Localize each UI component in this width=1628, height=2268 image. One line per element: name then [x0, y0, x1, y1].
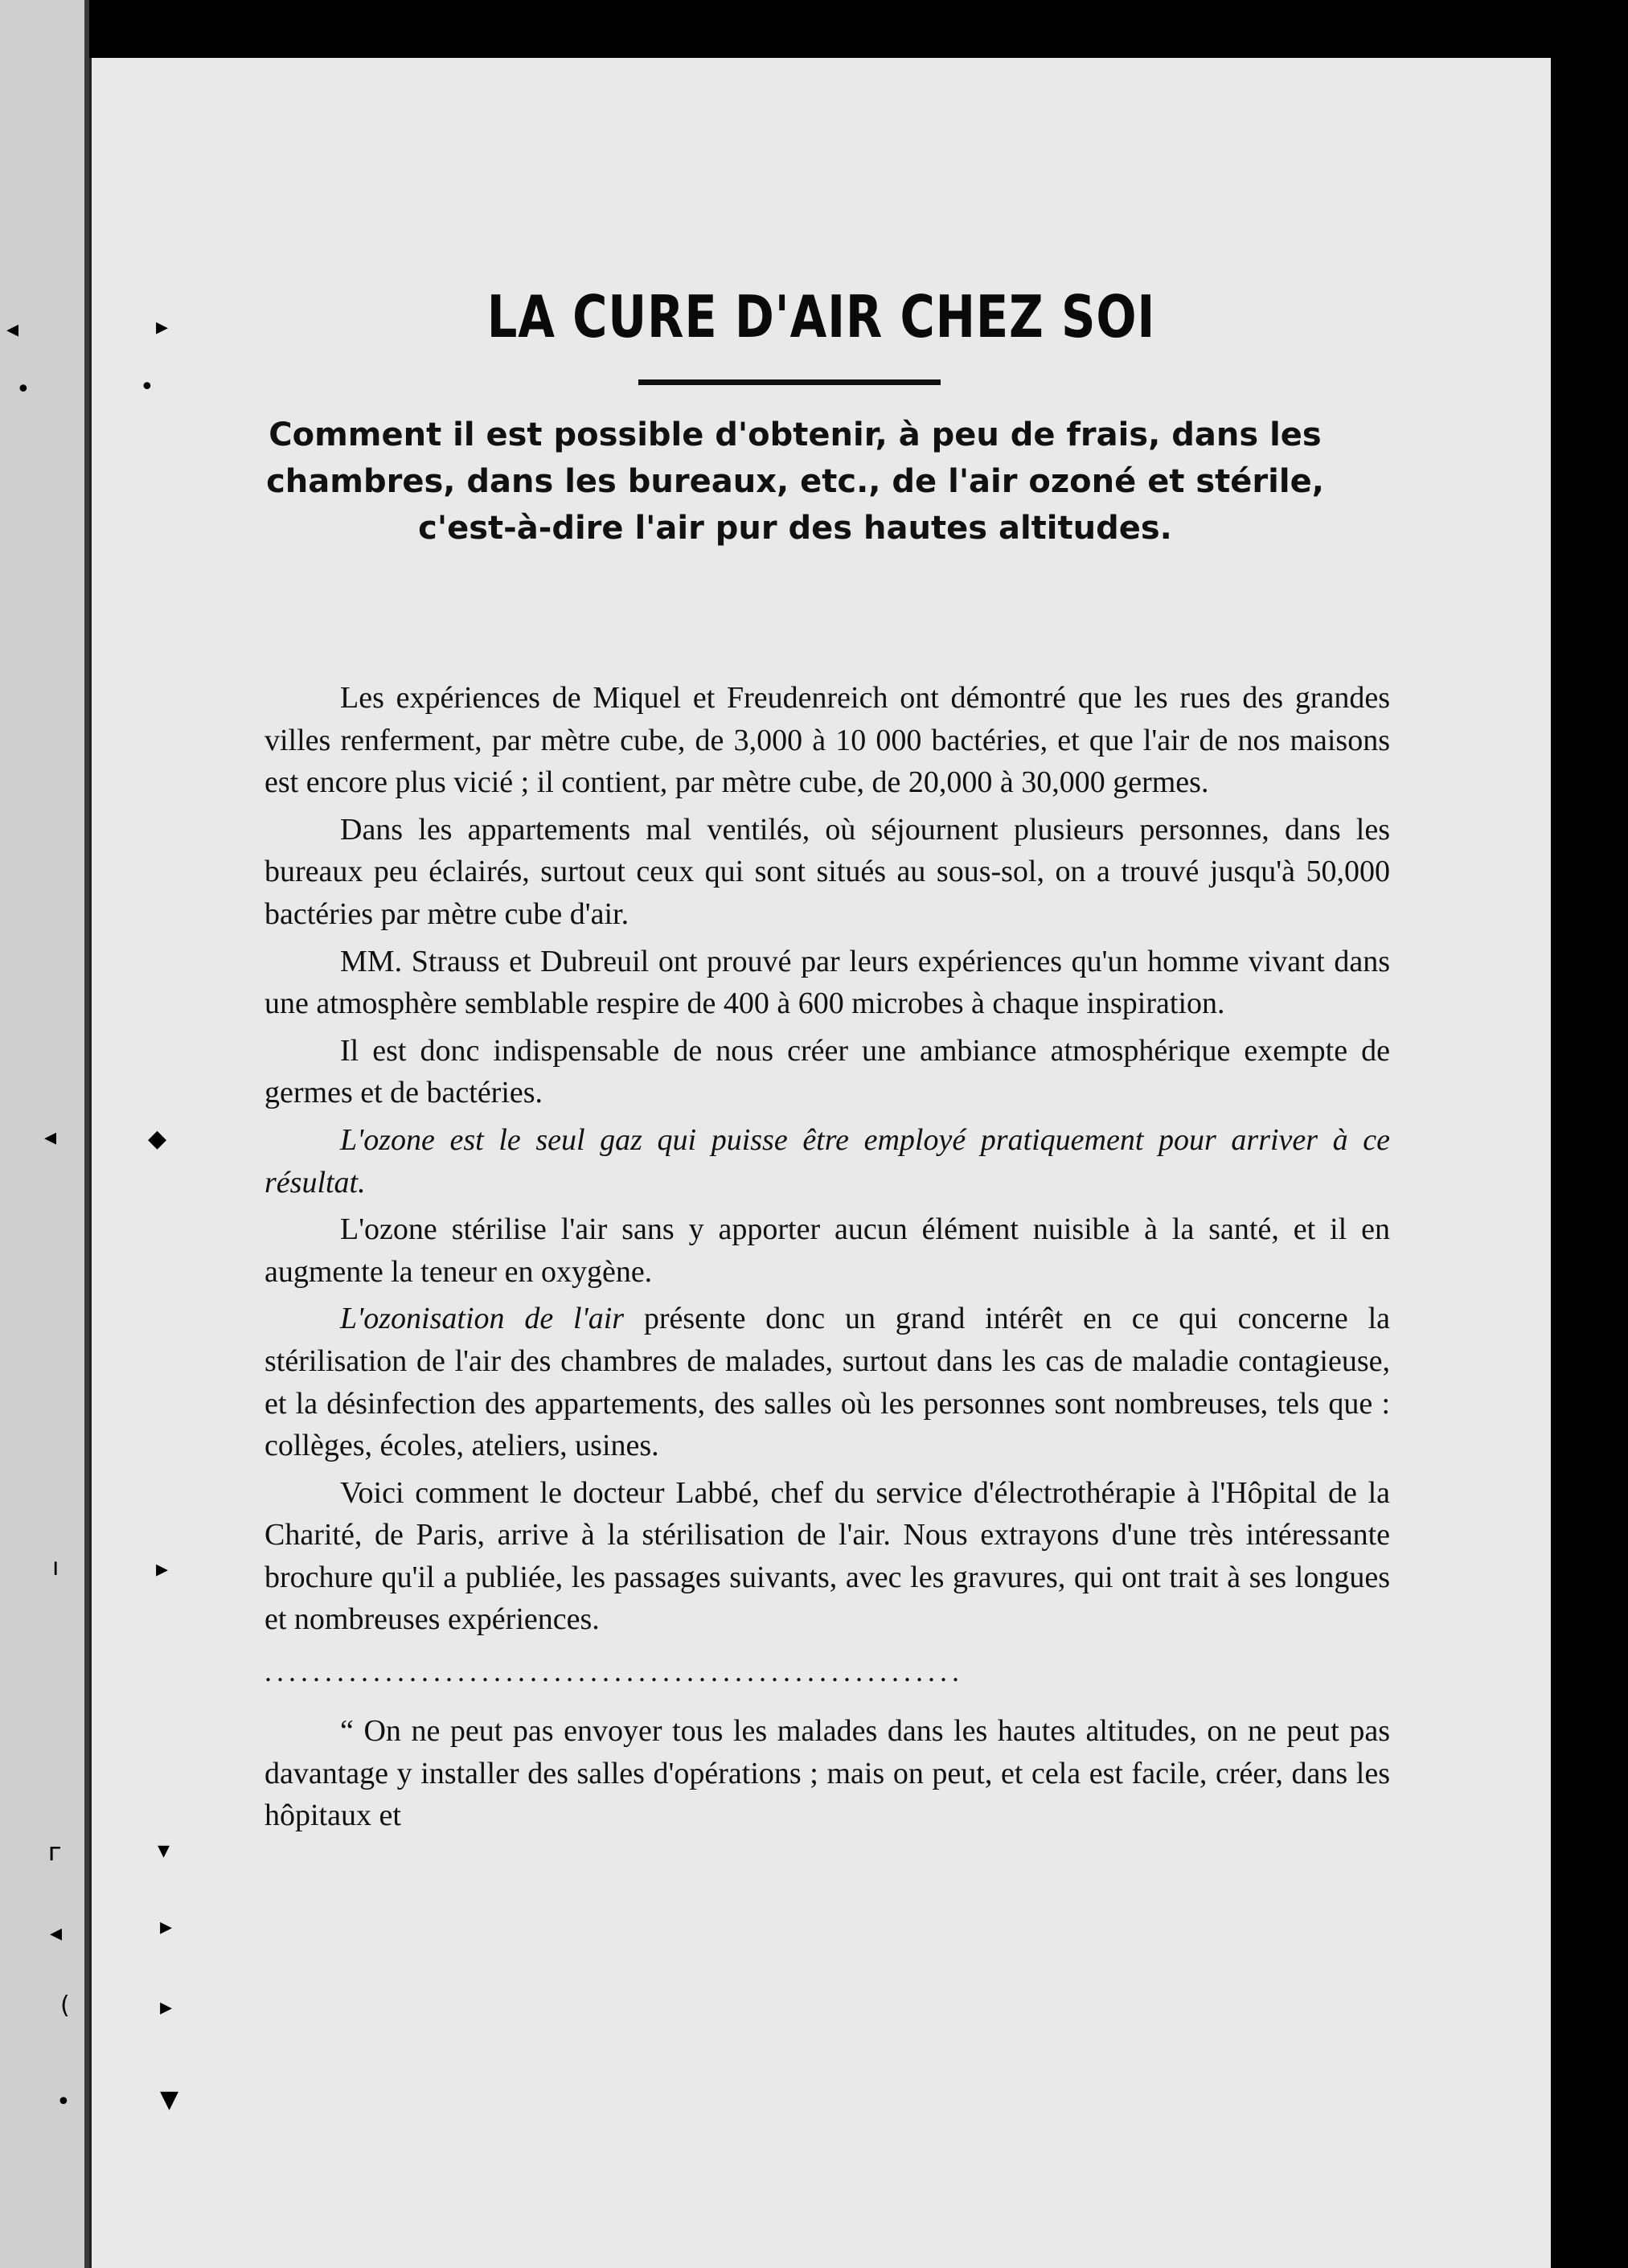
margin-mark: ▸: [160, 1913, 173, 1941]
page-subtitle: Comment il est possible d'obtenir, à peu de frais, dans les chambres, dans les bureaux, etc., de l'air ozoné et stérile, c'est-à-dire l'air pur des hautes altitudes.: [266, 416, 1324, 547]
paragraph: Il est donc indispensable de nous créer une ambiance atmosphérique exempte de germes et de bactéries.: [264, 1033, 1390, 1110]
paragraph: Les expériences de Miquel et Freudenreich ont démontré que les rues des grandes villes renferment, par mètre cube, de 3,000 à 10 000 bactéries, et que l'air de nos maisons est encore plus vicié ; il contient, par mètre cube, de 20,000 à 30,000 germes.: [264, 681, 1390, 800]
paragraph-text: présente donc un grand intérêt en ce qui concerne la stérilisation de l'air des chambres de malades, surtout dans les cas de maladie contagieuse, et la désinfection des appartements, des salles où les personnes sont nombreuses, tels que : collèges, écoles, ateliers, usines.: [264, 1302, 1391, 1463]
margin-mark: ▸: [156, 1555, 169, 1583]
margin-mark: ᴦ: [48, 1839, 63, 1867]
page-title: LA CURE D'AIR CHEZ SOI: [486, 283, 1156, 351]
margin-mark: ▸: [160, 1993, 173, 2021]
margin-mark: ◂: [44, 1123, 57, 1151]
paragraph: [264, 1298, 1390, 1466]
margin-mark: (: [60, 1991, 70, 2020]
margin-mark: ı: [52, 1553, 59, 1581]
margin-mark: ▾: [158, 1836, 170, 1864]
margin-mark: •: [16, 375, 31, 404]
margin-mark: ▼: [160, 2085, 179, 2114]
italic-lead: L'ozonisation de l'air: [340, 1302, 625, 1336]
margin-mark: ◂: [50, 1919, 63, 1947]
paragraph: L'ozone stérilise l'air sans y apporter aucun élément nuisible à la santé, et il en augmente la teneur en oxygène.: [264, 1212, 1390, 1289]
italic-paragraph: L'ozone est le seul gaz qui puisse être employé pratiquement pour arriver à ce résultat.: [264, 1122, 1390, 1200]
quote-paragraph: “ On ne peut pas envoyer tous les malades dans les hautes altitudes, on ne peut pas davantage y installer des salles d'opérations ; mais on peut, et cela est facile, créer, dans les hôpitaux et: [264, 1714, 1390, 1833]
margin-mark: ◆: [148, 1125, 167, 1153]
paragraph: Voici comment le docteur Labbé, chef du service d'électrothérapie à l'Hôpital de la Charité, de Paris, arrive à la stérilisation de l'air. Nous extrayons d'une très intéressante brochure qu'il a publiée, les passages suivants, avec les gravures, qui ont trait à ses longues et nombreuses expériences.: [264, 1475, 1390, 1637]
paragraph: Dans les appartements mal ventilés, où séjournent plusieurs personnes, dans les bureaux peu éclairés, surtout ceux qui sont situés au sous-sol, on a trouvé jusqu'à 50,000 bactéries par mètre cube d'air.: [264, 812, 1390, 931]
document-page: [89, 58, 1551, 2268]
left-page-edge: [0, 0, 84, 2268]
paragraph: MM. Strauss et Dubreuil ont prouvé par leurs expériences qu'un homme vivant dans une atmosphère semblable respire de 400 à 600 microbes à chaque inspiration.: [264, 944, 1390, 1021]
margin-mark: ▸: [156, 313, 169, 341]
article-body: [264, 677, 1390, 1842]
margin-mark: •: [140, 373, 154, 401]
title-rule: [638, 379, 941, 385]
margin-mark: •: [56, 2088, 71, 2116]
dotted-separator: ..........................................................: [264, 1655, 964, 1688]
margin-mark: ◂: [6, 315, 19, 343]
